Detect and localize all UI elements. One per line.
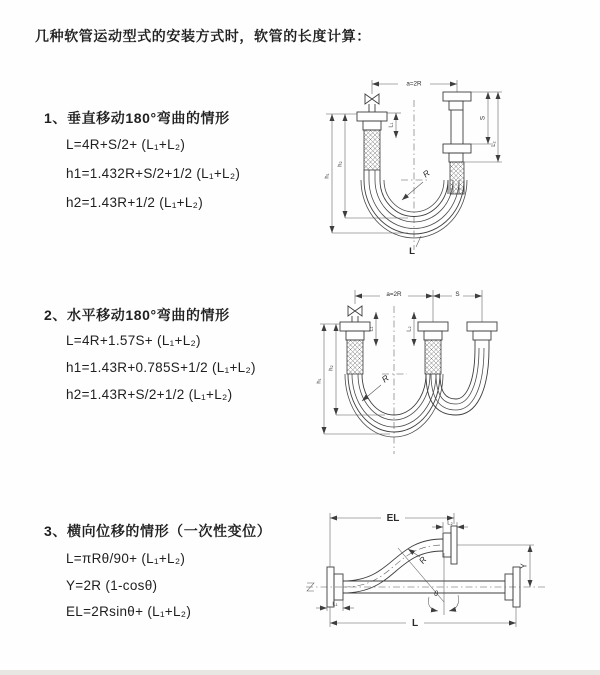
formula-l2-length: L=4R+1.57S+ (L₁+L₂) (66, 333, 201, 348)
d3-label-r: R (416, 554, 429, 566)
formula-h1: h1=1.432R+S/2+1/2 (L₁+L₂) (66, 166, 241, 181)
d1-dim-fitting-left (387, 113, 401, 138)
diagram-lateral-displacement (298, 505, 600, 655)
d1-label-h2: h₂ (337, 161, 344, 167)
formula-h2-2: h2=1.43R+S/2+1/2 (L₁+L₂) (66, 387, 233, 402)
d3-upper-flange (443, 526, 457, 564)
d2-label-h1: h₁ (316, 378, 323, 384)
section-1-heading: 1、垂直移动180°弯曲的情形 (44, 110, 230, 126)
d1-dim-top (372, 79, 457, 88)
d3-hose-curve (343, 539, 443, 593)
d1-right-pipe (443, 80, 471, 194)
d2-label-l2: L₂ (406, 326, 413, 332)
d2-label-s: S (455, 290, 460, 298)
d1-label-s: S (479, 115, 487, 121)
valve-icon (365, 94, 379, 104)
diagram-horizontal-bend (310, 282, 600, 464)
d3-label-el: EL (386, 513, 400, 524)
d2-right-pipe (467, 290, 497, 348)
d1-label-h1: h₁ (324, 173, 331, 179)
d2-dim-fittings (369, 312, 415, 346)
d2-label-h2: h₂ (328, 365, 335, 371)
formula-h1-2: h1=1.43R+0.785S+1/2 (L₁+L₂) (66, 360, 256, 375)
d1-dim-right (464, 92, 502, 162)
d1-left-pipe (357, 80, 387, 170)
d2-radius-callout (362, 373, 391, 401)
d2-middle-pipe (418, 290, 448, 374)
d3-dim-l2 (432, 521, 468, 533)
d3-dim-l (330, 607, 516, 629)
d2-dim-top (355, 290, 482, 299)
d3-angle (398, 548, 459, 615)
formula-l1-length: L=4R+S/2+ (L₁+L₂) (66, 137, 186, 152)
d3-label-l: L (411, 618, 419, 629)
page-bottom-edge (0, 670, 600, 675)
page-title: 几种软管运动型式的安装方式时，软管的长度计算： (35, 28, 371, 44)
d1-label-l1: L₁ (388, 122, 395, 128)
diagram-vertical-bend (312, 72, 600, 267)
d2-label-r: R (379, 372, 391, 385)
section-3-heading: 3、横向位移的情形（一次性变位） (44, 523, 272, 539)
d3-dim-l1 (316, 600, 354, 611)
section-2-heading: 2、水平移动180°弯曲的情形 (44, 307, 230, 323)
formula-l3-length: L=πRθ/90+ (L₁+L₂) (66, 551, 186, 566)
formula-h2: h2=1.43R+1/2 (L₁+L₂) (66, 195, 204, 210)
d1-label-a2r: a=2R (406, 80, 422, 88)
d3-label-y: Y (519, 563, 529, 569)
d2-label-a2r: a=2R (386, 290, 402, 298)
d1-length-label (409, 236, 421, 257)
d1-radius-callout (402, 168, 432, 200)
d1-label-r: R (420, 167, 432, 180)
valve-icon (348, 306, 362, 316)
d3-centerline (306, 545, 546, 591)
formula-y: Y=2R (1-cosθ) (66, 578, 158, 593)
d1-label-l: L (409, 246, 415, 257)
d2-left-pipe (340, 290, 370, 374)
formula-el: EL=2Rsinθ+ (L₁+L₂) (66, 604, 192, 619)
d3-label-l2: L₂ (447, 520, 453, 527)
d2-label-l1: L₁ (368, 326, 375, 332)
d3-label-theta: θ (434, 591, 438, 598)
d3-label-l1: L₁ (332, 601, 338, 608)
d1-label-l2: L₂ (491, 141, 497, 147)
